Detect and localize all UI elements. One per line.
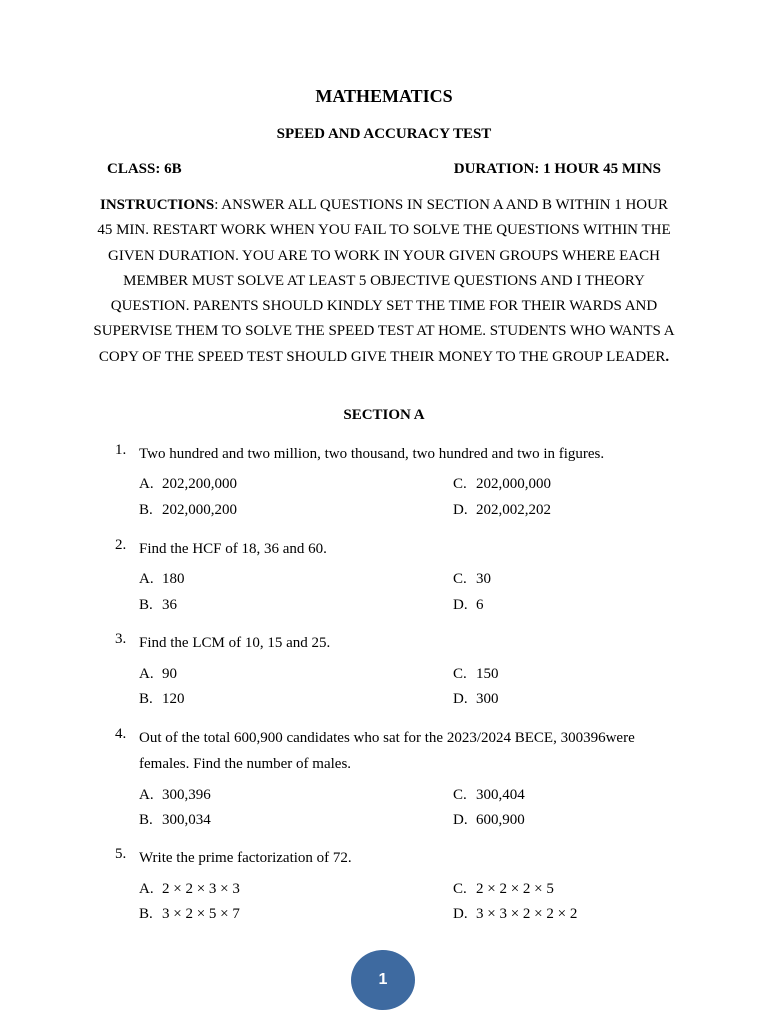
question-text: Find the LCM of 10, 15 and 25.	[139, 635, 331, 651]
option-value: 36	[162, 597, 177, 613]
option-letter: B.	[139, 597, 153, 613]
question-text: Find the HCF of 18, 36 and 60.	[139, 541, 327, 557]
question-text: Two hundred and two million, two thousand, two hundred and two in figures.	[139, 446, 605, 462]
option-c[interactable]	[453, 881, 554, 898]
option-letter: B.	[139, 502, 153, 518]
option-value: 30	[476, 571, 491, 587]
option-letter: A.	[139, 881, 154, 897]
instructions-lead: INSTRUCTIONS	[100, 197, 215, 213]
option-value: 150	[476, 666, 499, 682]
option-letter: A.	[139, 787, 154, 803]
option-d[interactable]	[453, 906, 577, 923]
option-value: 300	[476, 691, 499, 707]
option-letter: D.	[453, 597, 468, 613]
option-value: 202,000,200	[162, 502, 237, 518]
question-number: 4.	[115, 726, 127, 742]
option-b[interactable]	[139, 502, 237, 519]
option-letter: C.	[453, 787, 467, 803]
option-value: 2 × 2 × 2 × 5	[476, 881, 554, 897]
option-letter: B.	[139, 812, 153, 828]
option-letter: C.	[453, 476, 467, 492]
question-number: 3.	[115, 631, 127, 647]
option-letter: B.	[139, 691, 153, 707]
option-value: 202,002,202	[476, 502, 551, 518]
option-c[interactable]	[453, 476, 551, 493]
option-letter: C.	[453, 881, 467, 897]
section-a-heading: SECTION A	[343, 407, 425, 423]
option-value: 300,034	[162, 812, 211, 828]
option-letter: D.	[453, 502, 468, 518]
option-value: 2 × 2 × 3 × 3	[162, 881, 240, 897]
question-number: 1.	[115, 442, 127, 458]
question-number: 5.	[115, 846, 127, 862]
option-letter: D.	[453, 906, 468, 922]
option-b[interactable]	[139, 597, 177, 614]
question-text: Write the prime factorization of 72.	[139, 850, 352, 866]
option-value: 300,396	[162, 787, 211, 803]
option-value: 600,900	[476, 812, 525, 828]
option-a[interactable]	[139, 881, 240, 898]
option-d[interactable]	[453, 502, 551, 519]
option-letter: A.	[139, 571, 154, 587]
option-value: 3 × 3 × 2 × 2 × 2	[476, 906, 578, 922]
option-a[interactable]	[139, 571, 185, 588]
instructions-body: : ANSWER ALL QUESTIONS IN SECTION A AND B WITHIN 1 HOUR 45 MIN. RESTART WORK WHEN YOU FAIL TO SOLVE THE QUESTIONS WITHIN THE GIVEN DURATION. YOU ARE TO WORK IN YOUR GIVEN GROUPS WHERE EACH MEMBER MUST SOLVE AT LEAST 5 OBJECTIVE QUESTIONS AND I THEORY QUESTION. PARENTS SHOULD KINDLY SET THE TIME FOR THEIR WARDS AND SUPERVISE THEM TO SOLVE THE SPEED TEST AT HOME. STUDENTS WHO WANTS A COPY OF THE SPEED TEST SHOULD GIVE THEIR MONEY TO THE GROUP LEADER	[93, 197, 675, 365]
page-number: 1	[378, 971, 388, 988]
option-value: 180	[162, 571, 185, 587]
option-letter: C.	[453, 666, 467, 682]
option-letter: C.	[453, 571, 467, 587]
option-c[interactable]	[453, 666, 499, 683]
question-number: 2.	[115, 537, 127, 553]
option-value: 300,404	[476, 787, 525, 803]
option-c[interactable]	[453, 571, 491, 588]
option-a[interactable]	[139, 787, 211, 804]
option-letter: D.	[453, 691, 468, 707]
option-value: 90	[162, 666, 177, 682]
option-value: 6	[476, 597, 484, 613]
option-a[interactable]	[139, 666, 177, 683]
option-a[interactable]	[139, 476, 237, 493]
instructions-end: .	[665, 348, 670, 365]
option-b[interactable]	[139, 691, 185, 708]
document-subtitle: SPEED AND ACCURACY TEST	[276, 126, 492, 142]
instructions-paragraph	[92, 193, 676, 370]
page-number-badge	[351, 950, 415, 1010]
option-b[interactable]	[139, 906, 240, 923]
question-text: Out of the total 600,900 candidates who sat for the 2023/2024 BECE, 300396were females. Find the number of males.	[139, 730, 635, 772]
option-d[interactable]	[453, 597, 484, 614]
option-value: 120	[162, 691, 185, 707]
option-d[interactable]	[453, 812, 525, 829]
class-label: CLASS: 6B	[107, 161, 182, 177]
option-letter: B.	[139, 906, 153, 922]
option-letter: A.	[139, 666, 154, 682]
duration-label: DURATION: 1 HOUR 45 MINS	[453, 161, 661, 177]
option-value: 202,200,000	[162, 476, 237, 492]
option-value: 3 × 2 × 5 × 7	[162, 906, 240, 922]
document-title: MATHEMATICS	[315, 86, 453, 106]
option-d[interactable]	[453, 691, 499, 708]
option-c[interactable]	[453, 787, 525, 804]
option-value: 202,000,000	[476, 476, 551, 492]
option-letter: D.	[453, 812, 468, 828]
option-letter: A.	[139, 476, 154, 492]
option-b[interactable]	[139, 812, 211, 829]
